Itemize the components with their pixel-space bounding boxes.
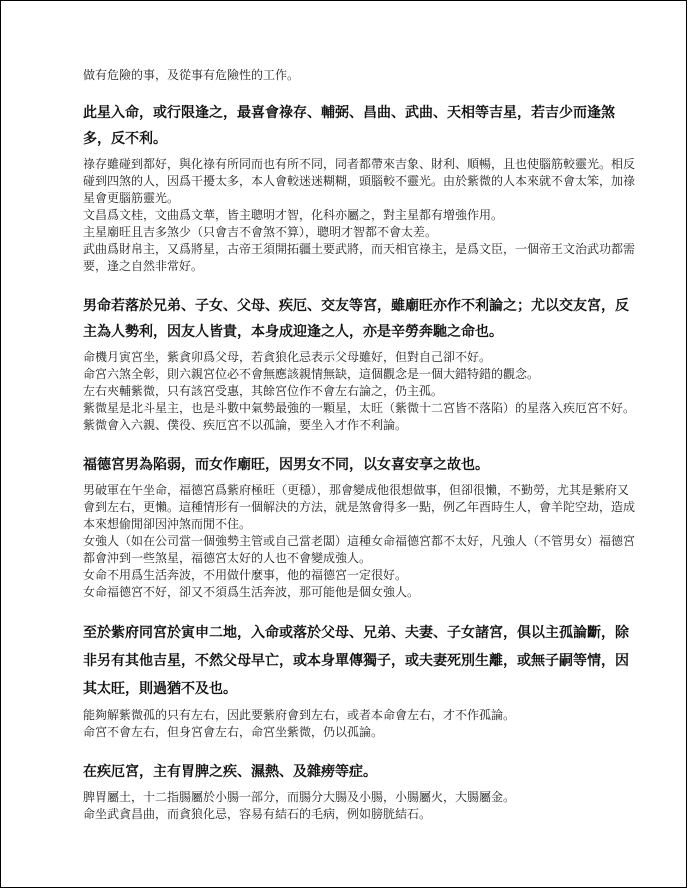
body-line: 左右夾輔紫微，只有該宮受惠，其餘宮位作不會左右論之，仍主孤。 — [83, 384, 444, 398]
document-content — [83, 64, 639, 841]
body-line: 命機月寅宮坐，紫貪卯爲父母，若貪狼化忌表示父母雖好，但對自己卻不好。 — [83, 350, 492, 364]
section-heading: 福德宮男為陷弱，而女作廟旺，因男女不同，以女喜安享之故也。 — [83, 457, 489, 473]
section-5 — [83, 759, 639, 823]
intro-line: 做有危險的事，及從事有危險性的工作。 — [83, 68, 300, 82]
section-heading: 至於紫府同宮於寅申二地，入命或落於父母、兄弟、夫妻、子女諸宮，俱以主孤論斷，除非另有其他吉星，不然父母早亡，或本身單傳獨子，或夫妻死別生離，或無子嗣等情，因其太旺，則過猶不及也。 — [83, 625, 629, 697]
body-line: 紫微星是北斗星主，也是斗數中氣勢最強的一顆星，太旺（紫微十二宮皆不落陷）的星落入疾厄宮不好。 — [83, 401, 636, 415]
body-line: 命宮六煞全彰，則六親宮位必不會無應該親情無缺，這個觀念是一個大錯特錯的觀念。 — [83, 367, 540, 381]
body-line: 女命福德宮不好，卻又不須爲生活奔波，那可能他是個女強人。 — [83, 585, 420, 599]
body-line: 男破軍在午坐命，福德宮爲紫府極旺（更穩），那會變成他很想做事，但卻很懶，不勤勞，尤其是紫府又會到左右，更懶。這種情形有一個解決的方法，就是煞會得多一點，例乙年酉時生人，會羊陀空劫，造成本來想偷閒卻因沖煞而閒不住。 — [83, 483, 636, 531]
section-heading: 男命若落於兄弟、子女、父母、疾厄、交友等宮，雖廟旺亦作不利論之；尤以交友宮，反主為人勢利，因友人皆貴，本身成迎逢之人，亦是辛勞奔馳之命也。 — [83, 298, 629, 340]
body-line: 脾胃屬土，十二指腸屬於小腸一部分，而腸分大腸及小腸，小腸屬火，大腸屬金。 — [83, 790, 516, 804]
section-2 — [83, 293, 639, 434]
body-line: 能夠解紫微孤的只有左右，因此要紫府會到左右，或者本命會左右，才不作孤論。 — [83, 708, 516, 722]
section-4 — [83, 619, 639, 741]
body-line: 主星廟旺且吉多煞少（只會吉不會煞不算），聰明才智都不會太差。 — [83, 225, 438, 239]
section-heading: 此星入命，或行限逢之，最喜會祿存、輔弼、昌曲、武曲、天相等吉星，若吉少而逢煞多，反不利。 — [83, 105, 615, 147]
body-line: 文昌爲文桂，文曲爲文華，皆主聰明才智，化科亦屬之，對主星都有增強作用。 — [83, 208, 504, 222]
body-line: 命坐武貪昌曲，而貪狼化忌，容易有結石的毛病，例如膀胱結石。 — [83, 807, 432, 821]
section-heading: 在疾厄宮，主有胃脾之疾、濕熱、及雜痨等症。 — [83, 764, 377, 780]
body-line: 武曲爲財帛主，又爲將星，古帝王須開拓疆土要武將，而天相官祿主，是爲文臣，一個帝王文治武功都需要，逢之自然非常好。 — [83, 242, 636, 273]
body-line: 女命不用爲生活奔波，不用做什麼事，他的福德宮一定很好。 — [83, 568, 408, 582]
section-3 — [83, 452, 639, 601]
body-line: 祿存雖碰到都好，與化祿有所同而也有所不同，同者都帶來吉象、財利、順暢，且也使腦筋較靈光。相反碰到四煞的人，因爲干擾太多，本人會較迷迷糊糊，頭腦較不靈光。由於紫微的人本來就不會太笨，加祿星會更腦筋靈光。 — [83, 157, 636, 205]
body-line: 紫微會入六親、僕役、疾厄宮不以孤論，要坐入才作不利論。 — [83, 418, 408, 432]
body-line: 命宮不會左右，但身宮會左右，命宮坐紫微，仍以孤論。 — [83, 725, 384, 739]
body-line: 女強人（如在公司當一個強勢主管或自己當老闆）這種女命福德宮都不太好，凡強人（不管男女）福德宮都會沖到一些煞星，福德宮太好的人也不會變成強人。 — [83, 534, 636, 565]
section-1 — [83, 100, 639, 275]
